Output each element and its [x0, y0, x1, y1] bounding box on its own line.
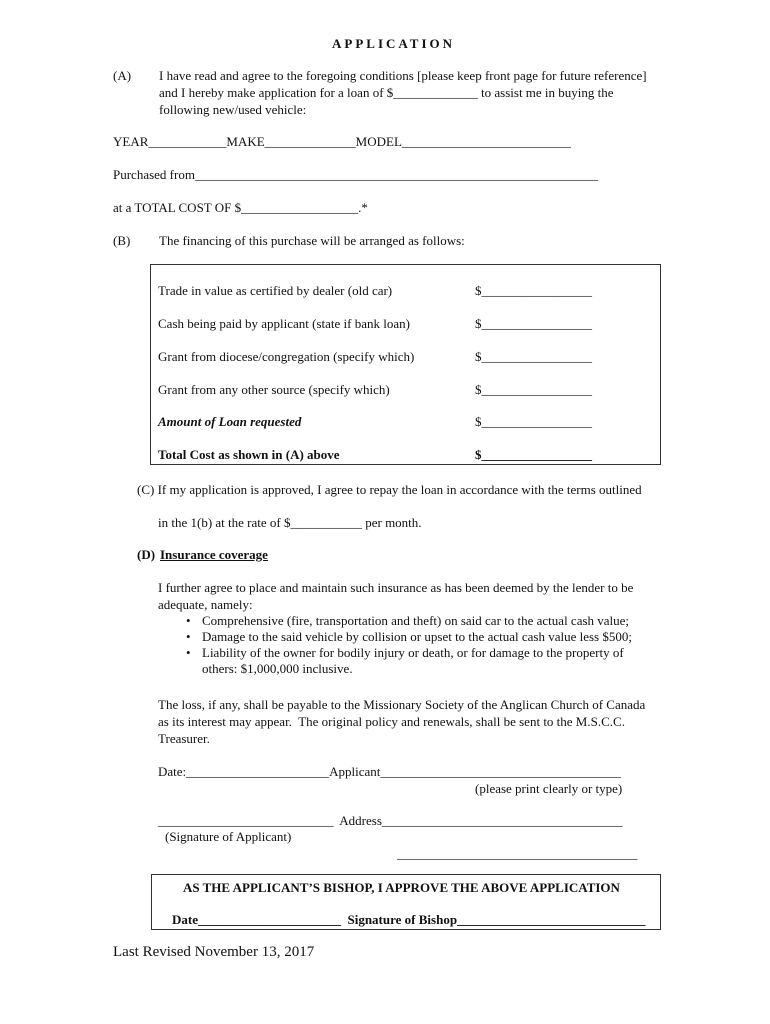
list-item-text: others: $1,000,000 inclusive.	[202, 661, 353, 676]
list-item	[182, 661, 632, 677]
financing-row-label: Cash being paid by applicant (state if bank loan)	[158, 316, 410, 331]
section-d-marker: (D)	[137, 547, 156, 562]
financing-row-value[interactable]: $_________________	[475, 349, 592, 364]
financing-row-value[interactable]: $_________________	[475, 382, 592, 397]
print-note: (please print clearly or type)	[475, 781, 623, 796]
financing-row-label: Amount of Loan requested	[158, 414, 302, 429]
financing-row-label: Grant from any other source (specify which)	[158, 382, 390, 397]
bullet-icon: •	[186, 629, 191, 644]
list-item-text: Damage to the said vehicle by collision or upset to the actual cash value less $500;	[202, 629, 632, 644]
loss-paragraph-3: Treasurer.	[158, 731, 210, 746]
financing-row-value[interactable]: $_________________	[475, 447, 592, 462]
list-item	[182, 645, 632, 661]
financing-row-label: Grant from diocese/congregation (specify which)	[158, 349, 415, 364]
purchased-from-line[interactable]: Purchased from______________________________________________________________	[113, 167, 598, 182]
list-item-text: Liability of the owner for bodily injury or death, or for damage to the property of	[202, 645, 624, 660]
list-item	[182, 613, 632, 629]
financing-row-value[interactable]: $_________________	[475, 283, 592, 298]
insurance-intro-1: I further agree to place and maintain such insurance as has been deemed by the lender to be	[158, 580, 634, 595]
date-applicant-line[interactable]: Date:______________________Applicant_____________________________________	[158, 764, 621, 779]
loss-paragraph-1: The loss, if any, shall be payable to the Missionary Society of the Anglican Church of Canada	[158, 697, 646, 712]
total-cost-line[interactable]: at a TOTAL COST OF $__________________.*	[113, 200, 368, 215]
bullet-icon: •	[186, 613, 191, 628]
list-item	[182, 629, 632, 645]
financing-row-label: Total Cost as shown in (A) above	[158, 447, 340, 462]
section-a-marker: (A)	[113, 68, 132, 83]
insurance-heading: Insurance coverage	[160, 547, 268, 562]
section-a-line-1: I have read and agree to the foregoing conditions [please keep front page for future reference]	[159, 68, 647, 83]
loss-paragraph-2: as its interest may appear. The original policy and renewals, shall be sent to the M.S.C.C.	[158, 714, 625, 729]
list-item-text: Comprehensive (fire, transportation and theft) on said car to the actual cash value;	[202, 613, 630, 628]
section-b-text: The financing of this purchase will be arranged as follows:	[159, 233, 465, 248]
section-a-line-2: and I hereby make application for a loan of $_____________ to assist me in buying the	[159, 85, 614, 100]
financing-row-label: Trade in value as certified by dealer (old car)	[158, 283, 393, 298]
section-b-marker: (B)	[113, 233, 131, 248]
signature-label: (Signature of Applicant)	[165, 829, 292, 844]
section-a-line-3: following new/used vehicle:	[159, 102, 307, 117]
footer-revised: Last Revised November 13, 2017	[113, 944, 315, 960]
signature-address-line[interactable]: ___________________________ Address_____________________________________	[158, 813, 623, 828]
section-c-line-1: (C) If my application is approved, I agree to repay the loan in accordance with the terms outlined	[137, 482, 642, 497]
bishop-date-signature-line[interactable]: Date______________________ Signature of Bishop_____________________________	[172, 912, 646, 927]
financing-row-value[interactable]: $_________________	[475, 316, 592, 331]
section-c-line-2[interactable]: in the 1(b) at the rate of $___________ per month.	[158, 515, 422, 530]
bullet-icon: •	[186, 645, 191, 660]
insurance-list	[182, 613, 632, 677]
address-line-2[interactable]: _____________________________________	[397, 846, 638, 861]
page-title: APPLICATION	[332, 36, 456, 51]
bishop-heading: AS THE APPLICANT’S BISHOP, I APPROVE THE ABOVE APPLICATION	[183, 880, 620, 895]
financing-row-value[interactable]: $_________________	[475, 414, 592, 429]
insurance-intro-2: adequate, namely:	[158, 597, 253, 612]
vehicle-fields-line[interactable]: YEAR____________MAKE______________MODEL__________________________	[113, 134, 571, 149]
